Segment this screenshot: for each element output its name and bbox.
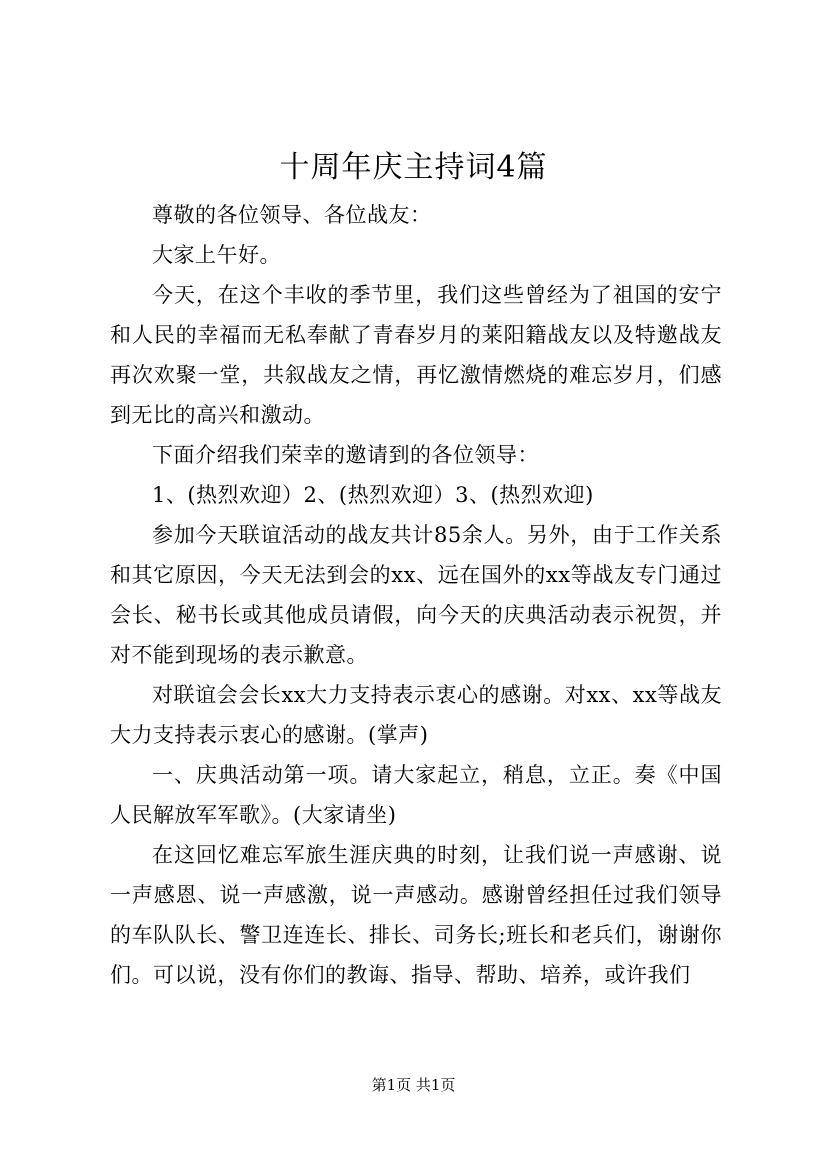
paragraph-thanks: 对联谊会会长xx大力支持表示衷心的感谢。对xx、xx等战友大力支持表示衷心的感谢。(掌声) <box>110 683 722 747</box>
paragraph-salutation: 尊敬的各位领导、各位战友： <box>152 203 432 227</box>
paragraph-greeting: 大家上午好。 <box>152 243 281 267</box>
paragraph-ceremony-item-one: 一、庆典活动第一项。请大家起立，稍息，立正。奏《中国人民解放军军歌》。(大家请坐) <box>110 763 722 827</box>
paragraph-welcome-list: 1、(热烈欢迎）2、(热烈欢迎）3、(热烈欢迎) <box>152 483 594 507</box>
document-title: 十周年庆主持词4篇 <box>279 150 548 185</box>
paragraph-introduce-leaders: 下面介绍我们荣幸的邀请到的各位领导： <box>152 443 539 467</box>
page-footer: 第1页 共1页 <box>371 1076 456 1094</box>
document-body <box>110 195 722 995</box>
paragraph-opening: 今天，在这个丰收的季节里，我们这些曾经为了祖国的安宁和人民的幸福而无私奉献了青春岁月的莱阳籍战友以及特邀战友再次欢聚一堂，共叙战友之情，再忆激情燃烧的难忘岁月，们感到无比的高兴和激动。 <box>110 283 722 427</box>
paragraph-attendance: 参加今天联谊活动的战友共计85余人。另外，由于工作关系和其它原因，今天无法到会的xx、远在国外的xx等战友专门通过会长、秘书长或其他成员请假，向今天的庆典活动表示祝贺，并对不能到现场的表示歉意。 <box>110 523 722 667</box>
paragraph-gratitude: 在这回忆难忘军旅生涯庆典的时刻，让我们说一声感谢、说一声感恩、说一声感激，说一声感动。感谢曾经担任过我们领导的车队队长、警卫连连长、排长、司务长;班长和老兵们，谢谢你们。可以说，没有你们的教诲、指导、帮助、培养，或许我们 <box>110 843 722 987</box>
